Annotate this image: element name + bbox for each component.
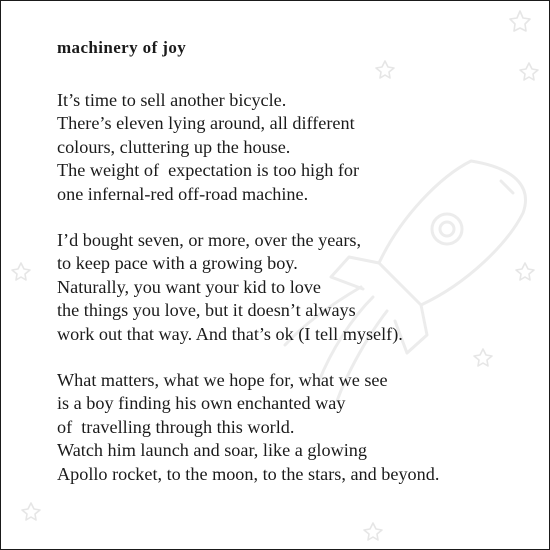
poem-line: colours, cluttering up the house. [57, 136, 291, 157]
poem-line: Naturally, you want your kid to love [57, 276, 322, 297]
poem-line: Apollo rocket, to the moon, to the stars, and beyond. [57, 463, 440, 484]
poem-line: to keep pace with a growing boy. [57, 253, 298, 274]
stanza-3 [57, 369, 537, 486]
poem-line: What matters, what we hope for, what we see [57, 370, 388, 391]
poem-line: I’d bought seven, or more, over the years, [57, 230, 362, 251]
stanza-2 [57, 229, 537, 346]
star-icon [22, 503, 40, 520]
stanza-1 [57, 89, 537, 206]
poem-line: The weight of expectation is too high for [57, 160, 360, 181]
poem-line: the things you love, but it doesn’t always [57, 300, 356, 321]
poem-line: It’s time to sell another bicycle. [57, 90, 287, 110]
poem-line: is a boy finding his own enchanted way [57, 393, 346, 414]
poem-line: There’s eleven lying around, all different [57, 113, 355, 134]
poem-line: Watch him launch and soar, like a glowing [57, 440, 367, 461]
star-icon [12, 263, 30, 280]
poem [57, 37, 537, 509]
poem-line: of travelling through this world. [57, 416, 295, 437]
star-icon [510, 11, 530, 31]
poem-line: one infernal-red off-road machine. [57, 183, 309, 204]
poem-title: machinery of joy [57, 38, 187, 57]
star-icon [364, 523, 382, 540]
poem-line: work out that way. And that’s ok (I tell myself). [57, 323, 403, 344]
